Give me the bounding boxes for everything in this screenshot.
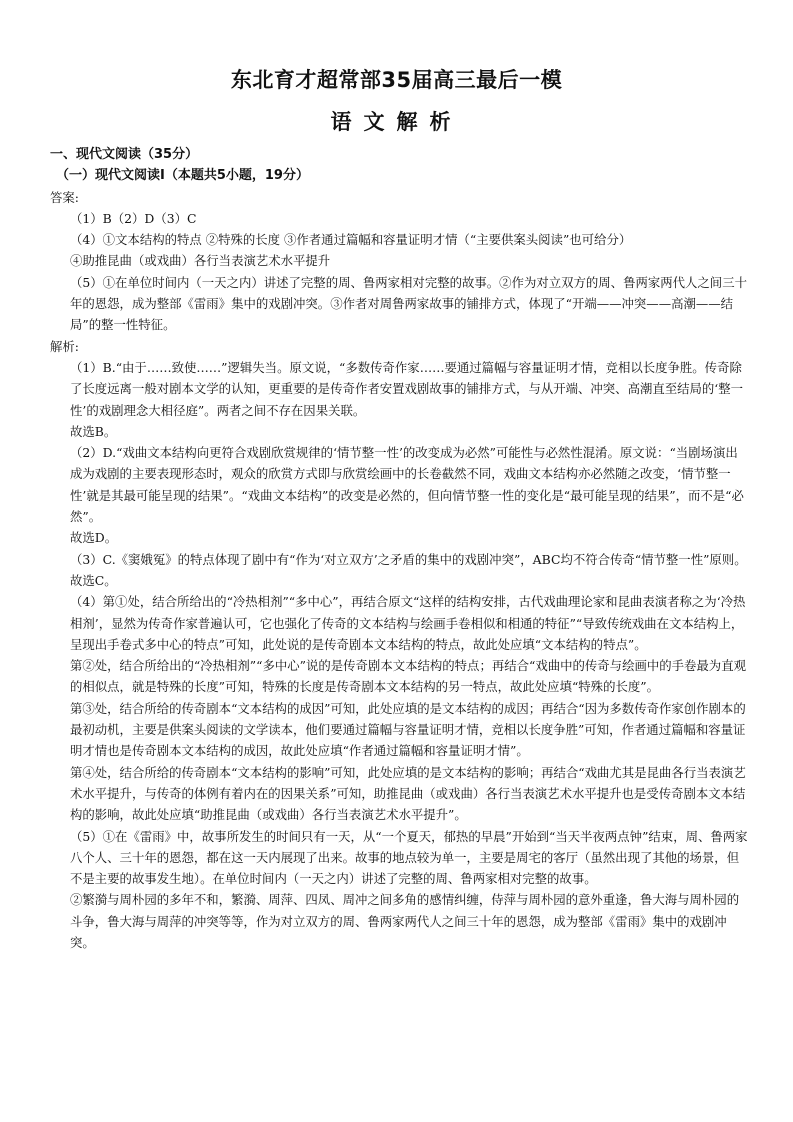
analysis-paragraph: （5）①在《雷雨》中，故事所发生的时间只有一天，从“一个夏天，郁热的早晨”开始到“当天半夜两点钟”结束，周、鲁两家八个人、三十年的恩怨，都在这一天内展现了出来。故事的地点较为单一，主要是周宅的客厅（虽然出现了其他的场景，但不是主要的故事发生地）。在单位时间内（一天之内）讲述了完整的周、鲁两家相对完整的故事。 — [70, 828, 748, 887]
document-body — [50, 144, 749, 953]
analysis-paragraph: 第④处，结合所给的传奇剧本“文本结构的影响”可知，此处应填的是文本结构的影响；再结合“戏曲尤其是昆曲各行当表演艺术水平提升，与传奇的体例有着内在的因果关系”可知，助推昆曲（或戏曲）各行当表演艺术水平提升也是受传奇剧本文本结构的影响，故此处应填“助推昆曲（或戏曲）各行当表演艺术水平提升”。 — [70, 764, 746, 823]
page-subtitle: 语文解析 — [330, 110, 463, 134]
analysis-paragraph: 故选C。 — [70, 572, 117, 588]
page-title: 东北育才超常部35届高三最后一模 — [230, 68, 563, 92]
answer-line: （1）B（2）D（3）C — [70, 210, 197, 226]
analysis-label: 解析: — [50, 338, 79, 354]
answer-line: （5）①在单位时间内（一天之内）讲述了完整的周、鲁两家相对完整的故事。②作为对立双方的周、鲁两家两代人之间三十年的恩怨，成为整部《雷雨》集中的戏剧冲突。③作者对周鲁两家故事的铺排方式，体现了“开端——冲突——高潮——结局”的整一性特征。 — [70, 274, 747, 333]
subsection-heading: （一）现代文阅读Ⅰ（本题共5小题，19分） — [56, 168, 309, 184]
analysis-paragraph: 故选B。 — [70, 423, 117, 439]
analysis-paragraph: ②繁漪与周朴园的多年不和，繁漪、周萍、四凤、周冲之间多角的感情纠缠，侍萍与周朴园的意外重逢，鲁大海与周朴园的斗争，鲁大海与周萍的冲突等等，作为对立双方的周、鲁两家两代人之间三十年的恩怨，成为整部《雷雨》集中的戏剧冲突。 — [70, 892, 740, 950]
analysis-paragraph: （2）D.“戏曲文本结构向更符合戏剧欣赏规律的‘情节整一性’的改变成为必然”可能性与必然性混淆。原文说：“当剧场演出成为戏剧的主要表现形态时，观众的欣赏方式即与欣赏绘画中的长卷截然不同，戏曲文本结构亦必然随之改变，‘情节整一性’就是其最可能呈现的结果”。“戏曲文本结构”的改变是必然的，但向情节整一性的变化是“最可能呈现的结果”，而不是“必然”。 — [70, 445, 744, 525]
section-heading: 一、现代文阅读（35分） — [50, 147, 199, 162]
analysis-paragraph: 第②处，结合所给出的“冷热相剂”“多中心”说的是传奇剧本文本结构的特点；再结合“戏曲中的传奇与绘画中的手卷最为直观的相似点，就是特殊的长度”可知，特殊的长度是传奇剧本文本结构的另一特点，故此处应填“特殊的长度”。 — [70, 658, 746, 695]
analysis-paragraph: （4）第①处，结合所给出的“冷热相剂”“多中心”，再结合原文“这样的结构安排，古代戏曲理论家和昆曲表演者称之为‘冷热相剂’，显然为传奇作家普遍认可，它也强化了传奇的文本结构与绘画手卷相似和相通的特征”“导致传统戏曲在文本结构上，呈现出手卷式多中心的特点”可知，此处说的是传奇剧本文本结构的特点，故此处应填“文本结构的特点”。 — [70, 594, 746, 652]
analysis-paragraph: （1）B.“由于……致使……”逻辑失当。原文说，“多数传奇作家……要通过篇幅与容量证明才情，竞相以长度争胜。传奇除了长度远离一般对剧本文学的认知，更重要的是传奇作者安置戏剧故事的铺排方式，与从开端、冲突、高潮直至结局的‘整一性’的戏剧理念大相径庭”。两者之间不存在因果关联。 — [70, 359, 744, 418]
analysis-paragraph: （3）C.《窦娥冤》的特点体现了剧中有“作为‘对立双方’之矛盾的集中的戏剧冲突”，ABC均不符合传奇“情节整一性”原则。 — [70, 551, 747, 567]
answer-line: （4）①文本结构的特点 ②特殊的长度 ③作者通过篇幅和容量证明才情（“主要供案头阅读”也可给分） — [70, 232, 632, 248]
answer-label: 答案: — [50, 189, 79, 205]
answer-line: ④助推昆曲（或戏曲）各行当表演艺术水平提升 — [70, 253, 331, 269]
analysis-paragraph: 故选D。 — [70, 530, 118, 546]
analysis-paragraph: 第③处，结合所给的传奇剧本“文本结构的成因”可知，此处应填的是文本结构的成因；再结合“因为多数传奇作家创作剧本的最初动机，主要是供案头阅读的文学读本，他们要通过篇幅与容量证明才情，竞相以长度争胜”可知，作者通过篇幅和容量证明才情也是传奇剧本文本结构的成因，故此处应填“作者通过篇幅和容量证明才情”。 — [70, 700, 746, 759]
